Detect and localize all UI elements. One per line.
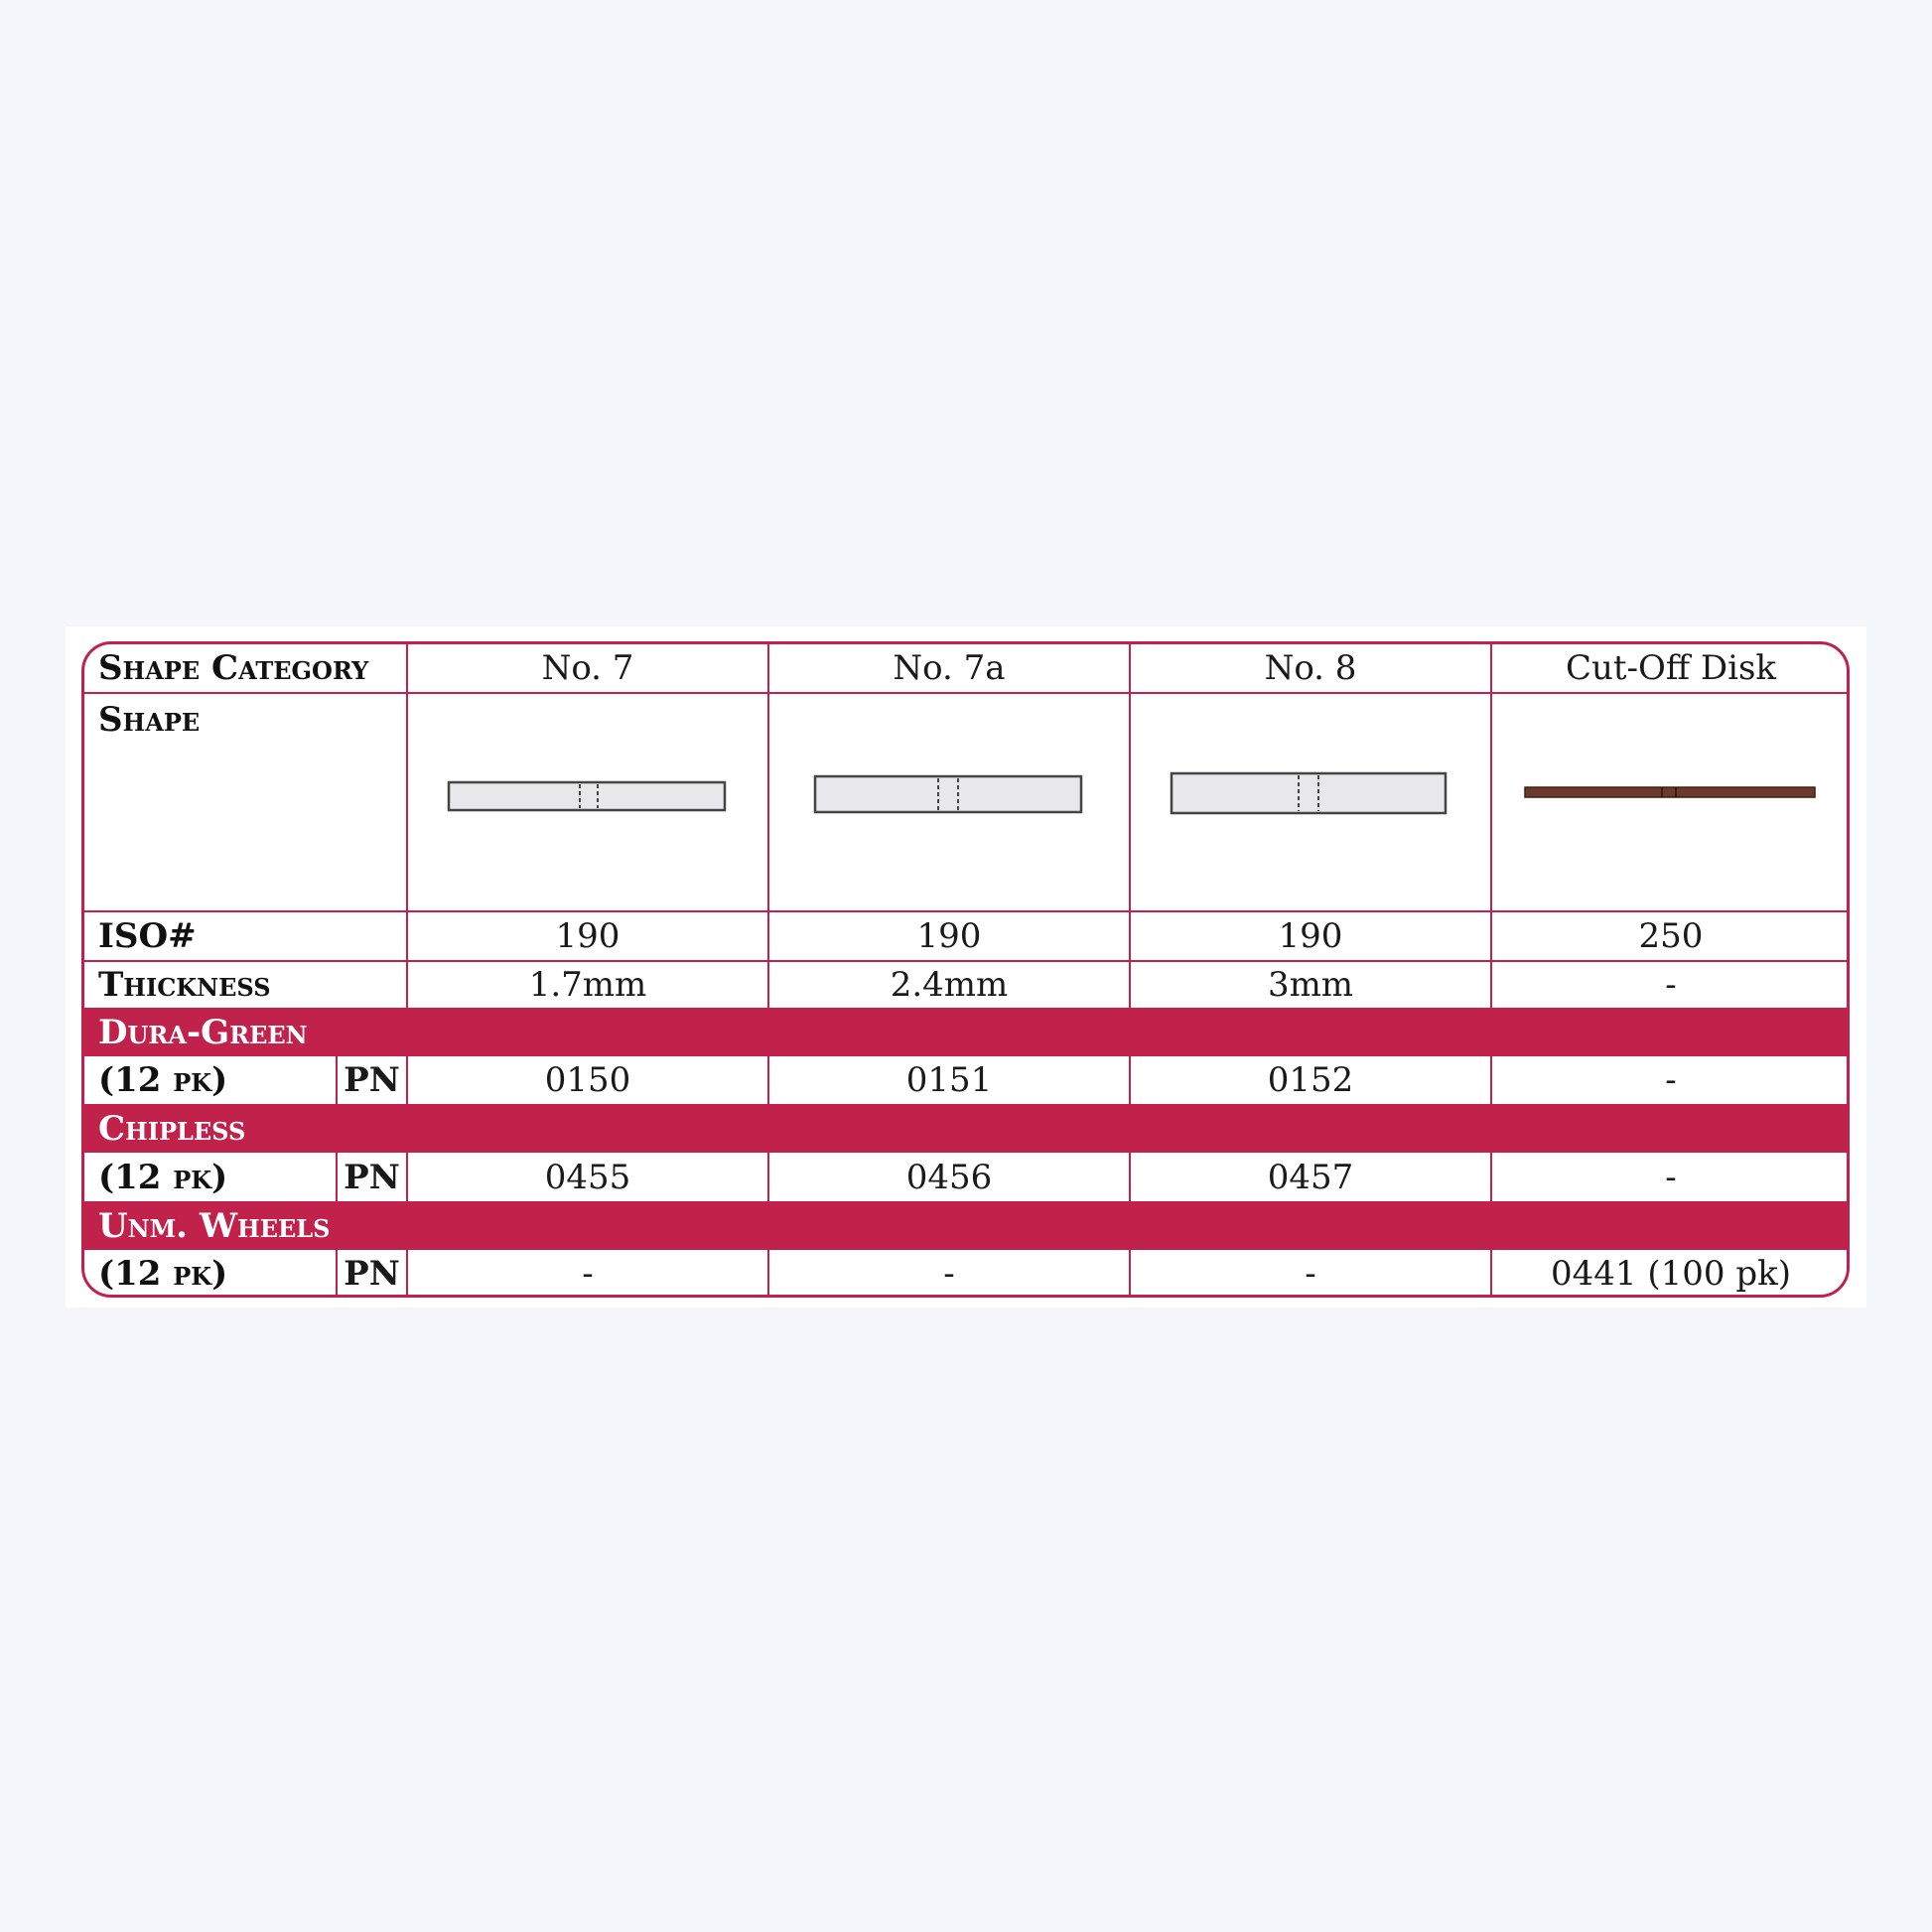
- pack-size-label: (12 pk): [98, 1060, 228, 1100]
- thickness-label: Thickness: [98, 965, 271, 1005]
- part-number: 0455: [544, 1157, 631, 1197]
- iso-value: 190: [1278, 916, 1343, 956]
- part-number: -: [1665, 1060, 1677, 1100]
- column-divider: [1129, 1056, 1131, 1104]
- cutoff-disk-icon: [1523, 784, 1817, 800]
- iso-value: 190: [916, 916, 982, 956]
- column-divider: [1129, 1250, 1131, 1298]
- part-number: 0151: [905, 1060, 993, 1100]
- pack-size-label: (12 pk): [98, 1157, 228, 1197]
- wheel-no8-icon: [1170, 769, 1449, 817]
- column-header-no7a: No. 7a: [893, 648, 1006, 688]
- shape-label: Shape: [98, 700, 201, 740]
- column-divider: [767, 1056, 769, 1104]
- iso-value: 250: [1638, 916, 1704, 956]
- section-band-unm-wheels: Unm. Wheels: [84, 1201, 1847, 1250]
- shape-table: [81, 641, 1850, 1298]
- column-divider: [767, 1250, 769, 1298]
- pack-size-label: (12 pk): [98, 1254, 228, 1294]
- thickness-value: -: [1665, 965, 1677, 1005]
- part-number: 0456: [905, 1157, 993, 1197]
- pn-label: PN: [344, 1157, 400, 1197]
- pn-label: PN: [344, 1060, 400, 1100]
- column-divider: [1490, 1250, 1492, 1298]
- thickness-value: 3mm: [1267, 965, 1354, 1005]
- column-divider: [1490, 1153, 1492, 1201]
- part-number: -: [582, 1254, 594, 1294]
- section-band-chipless: Chipless: [84, 1104, 1847, 1153]
- column-divider: [1490, 644, 1492, 1008]
- part-number: 0441 (100 pk): [1551, 1254, 1791, 1294]
- column-divider: [406, 1153, 408, 1201]
- column-divider: [406, 1056, 408, 1104]
- column-header-no7: No. 7: [541, 648, 634, 688]
- column-divider: [1129, 644, 1131, 1008]
- column-divider: [767, 1153, 769, 1201]
- column-divider: [336, 1250, 338, 1298]
- column-header-no8: No. 8: [1264, 648, 1357, 688]
- column-divider: [406, 644, 408, 1008]
- pn-label: PN: [344, 1254, 400, 1294]
- part-number: -: [943, 1254, 955, 1294]
- part-number: 0152: [1267, 1060, 1354, 1100]
- thickness-value: 2.4mm: [890, 965, 1009, 1005]
- shape-category-label: Shape Category: [98, 648, 369, 688]
- part-number: -: [1665, 1157, 1677, 1197]
- iso-label: ISO#: [98, 916, 197, 956]
- column-divider: [336, 1153, 338, 1201]
- part-number: -: [1305, 1254, 1316, 1294]
- part-number: 0457: [1267, 1157, 1354, 1197]
- wheel-no7-icon: [447, 778, 729, 814]
- column-divider: [767, 644, 769, 1008]
- column-divider: [406, 1250, 408, 1298]
- part-number: 0150: [544, 1060, 631, 1100]
- column-divider: [1490, 1056, 1492, 1104]
- iso-value: 190: [555, 916, 621, 956]
- column-header-cutoff-disk: Cut-Off Disk: [1565, 648, 1777, 688]
- thickness-value: 1.7mm: [528, 965, 647, 1005]
- section-band-dura-green: Dura-Green: [84, 1008, 1847, 1056]
- column-divider: [336, 1056, 338, 1104]
- column-divider: [1129, 1153, 1131, 1201]
- wheel-no7a-icon: [813, 772, 1085, 816]
